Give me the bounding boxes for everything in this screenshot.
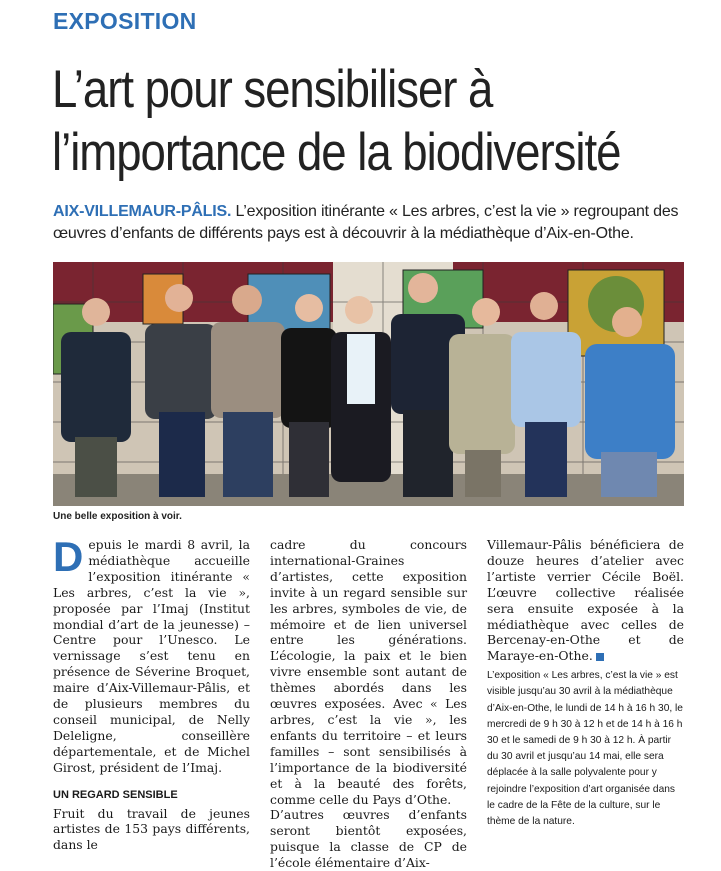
article-column-1 xyxy=(53,533,250,853)
article-photo xyxy=(53,262,684,506)
end-mark-icon xyxy=(596,653,604,661)
article-paragraph-2-start: Fruit du travail de jeunes artistes de 153 pays différents, dans le xyxy=(53,805,250,853)
section-label: EXPOSITION xyxy=(53,8,197,34)
paragraph-3-continued-text: Villemaur-Pâlis bénéficiera de douze heures d’atelier avec l’artiste verrier Cécile Boël. L’œuvre collective réalisée sera ensuite exposée à la médiathèque avec celles de Bercenay-en-Othe et de Maraye-en-Othe. xyxy=(487,537,684,664)
article-column-3 xyxy=(487,537,684,830)
photo-caption: Une belle exposition à voir. xyxy=(53,511,182,522)
drop-cap: D xyxy=(53,533,84,580)
article-column-2 xyxy=(270,537,467,871)
standfirst-text: L’exposition itinérante « Les arbres, c’est la vie » regroupant des œuvres d’enfants de différents pays est à découvrir à la médiathèque d’Aix-en-Othe. xyxy=(53,203,679,242)
headline-line-2: l’importance de la biodiversité xyxy=(52,123,621,182)
subheading: UN REGARD SENSIBLE xyxy=(53,788,178,801)
article-paragraph-3-continued xyxy=(487,537,684,664)
standfirst-location: AIX-VILLEMAUR-PÂLIS. xyxy=(53,203,232,220)
article-paragraph-3: D’autres œuvres d’enfants seront bientôt exposées, puisque la classe de CP de l’école élémentaire d’Aix- xyxy=(270,807,467,871)
group-photo-illustration xyxy=(53,262,684,506)
paragraph-1-text: epuis le mardi 8 avril, la médiathèque accueille l’exposition itinérante « Les arbres, c’est la vie », proposée par l’Imaj (Institut mondial d’art de la jeunesse) – Centre pour l’Unesco. Le vernissage s’est tenu en présence de Séverine Broquet, maire d’Aix-Villemaur-Pâlis, et de plusieurs membres du conseil municipal, de Nelly Deleligne, conseillère départementale, et de Michel Girost, président de l’Imaj. xyxy=(53,537,250,775)
article-paragraph-2-continued: cadre du concours international-Graines d’artistes, cette exposition invite à un regard sensible sur les arbres, symboles de vie, de mémoire et de lien universel entre les générations. L’écologie, la paix et le bien vivre ensemble sont autant de thèmes abordés dans les œuvres exposées. Avec « Les arbres, c’est la vie », les enfants du territoire – et leurs familles – sont sensibilisés à l’importance de la biodiversité et à la beauté des forêts, comme celle du Pays d’Othe. xyxy=(270,537,467,807)
article-paragraph-1 xyxy=(53,533,250,776)
headline xyxy=(52,58,620,184)
standfirst xyxy=(53,201,693,245)
practical-info: L’exposition « Les arbres, c’est la vie » est visible jusqu’au 30 avril à la médiathèque d’Aix-en-Othe, le lundi de 14 h à 16 h 30, le mercredi de 9 h 30 à 12 h et de 14 h à 16 h 30 et le samedi de 9 h 30 à 12 h. À partir du 30 avril et jusqu’au 14 mai, elle sera déplacée à la salle polyvalente pour y rejoindre l’exposition d’art organisée dans le cadre de la Fête de la culture, sur le thème de la nature. xyxy=(487,670,683,828)
headline-line-1: L’art pour sensibiliser à xyxy=(52,60,493,119)
